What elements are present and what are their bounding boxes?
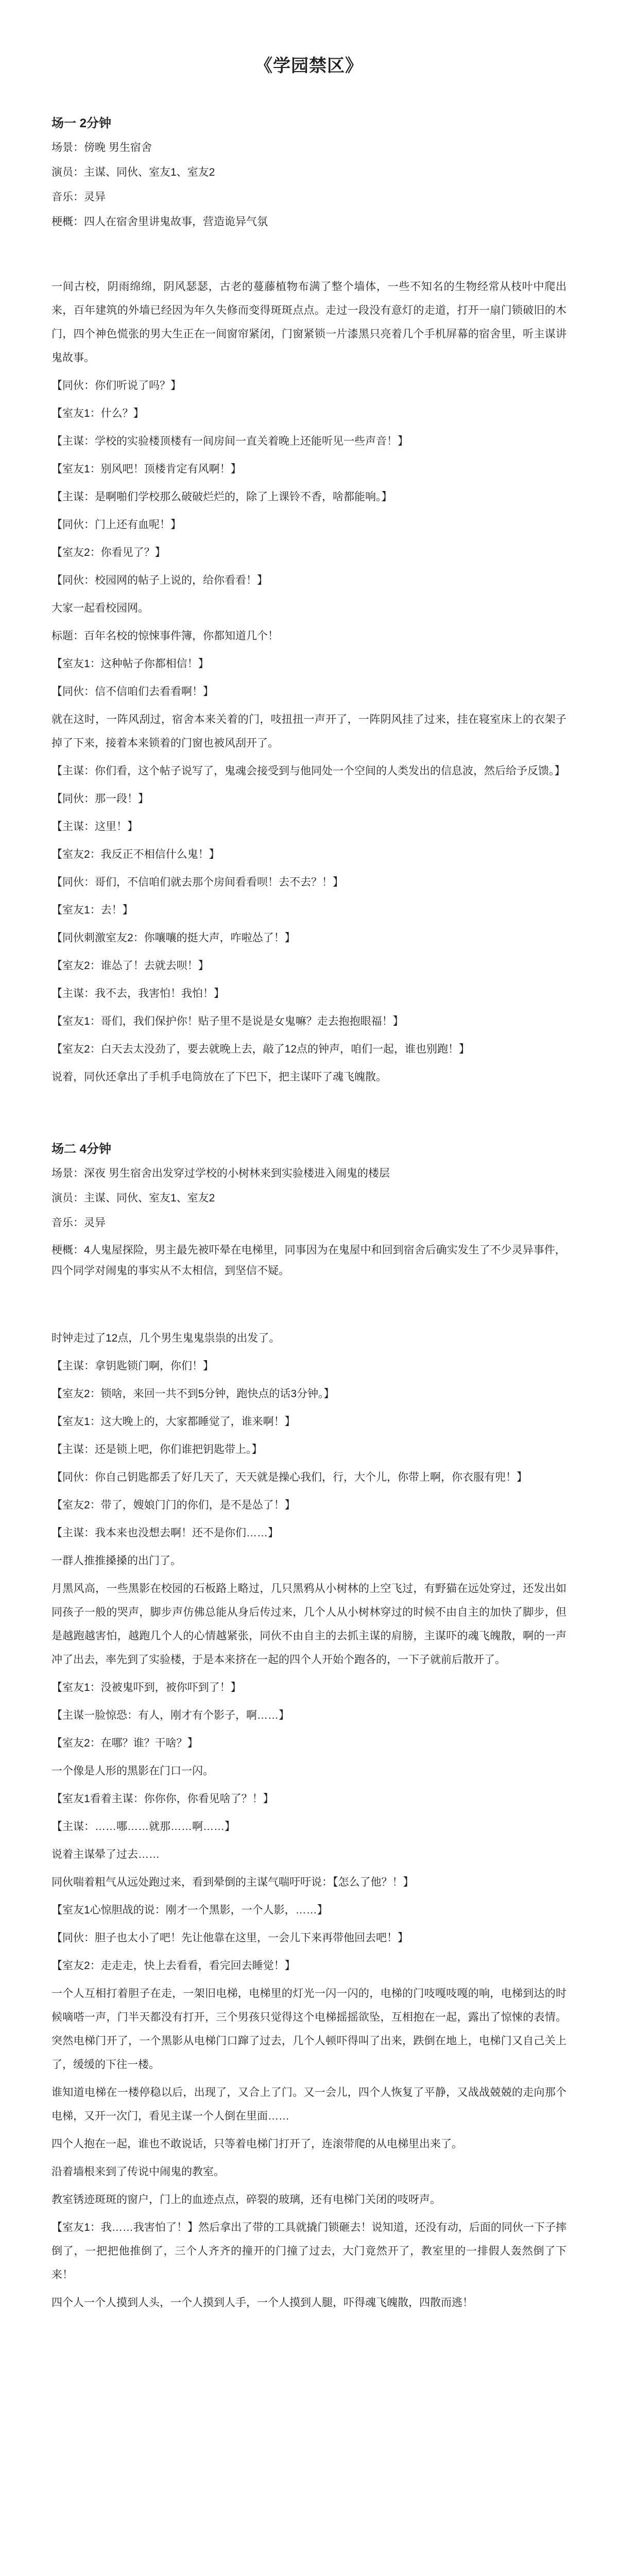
dialogue-line: 【室友1：我……我害怕了！】然后拿出了带的工具就撬门锁砸去！说知道，还没有动，后面的同伙一下子摔倒了，一把把他推倒了，三个人齐齐的撞开的门撞了过去，大门竟然开了，教室里的一排假人轰然倒了下来！	[52, 2222, 566, 2281]
narration-paragraph: 月黑风高，一些黑影在校园的石板路上略过，几只黑鸦从小树林的上空飞过，有野猫在远处穿过，还发出如同孩子一般的哭声，脚步声仿佛总能从身后传过来，几个人从小树林穿过的时候不由自主的加快了脚步，但是越跑越害怕，越跑几个人的心情越紧张，同伙不由自主的去抓主谋的肩膀，主谋吓的魂飞魄散，啊的一声冲了出去，率先到了实验楼，于是本来挤在一起的四个人开始个跑各的，一下子就前后散开了。	[52, 1583, 566, 1666]
dialogue-line: 【室友1心惊胆战的说：刚才一个黑影，一个人影，……】	[52, 1904, 328, 1916]
dialogue-line: 【室友2：走走走，快上去看看，看完回去睡觉！】	[52, 1960, 296, 1972]
dialogue-line: 【室友1：别风吧！顶楼肯定有风啊！】	[52, 463, 242, 475]
dialogue-line: 【主谋：你们看，这个帖子说写了，鬼魂会接受到与他同处一个空间的人类发出的信息波，然后给予反馈。】	[52, 765, 565, 777]
scene-music: 音乐：灵异	[52, 1217, 106, 1229]
dialogue-line: 【同伙：你自己钥匙都丢了好几天了，天天就是操心我们，行，大个儿，你带上啊，你衣服有兜！】	[52, 1471, 527, 1483]
dialogue-line: 【主谋一脸惊恐：有人，刚才有个影子，啊……】	[52, 1709, 289, 1721]
dialogue-line: 【室友2：我反正不相信什么鬼！】	[52, 849, 220, 860]
narration-paragraph: 同伙喘着粗气从远处跑过来，看到晕倒的主谋气喘吁吁说：【怎么了他？！】	[52, 1876, 414, 1888]
scene-heading: 场一 2分钟	[52, 116, 112, 130]
narration-paragraph: 四个人一个人摸到人头，一个人摸到人手，一个人摸到人腿，吓得魂飞魄散，四散而逃！	[52, 2297, 473, 2309]
dialogue-line: 【室友1：没被鬼吓到，被你吓到了！】	[52, 1682, 242, 1693]
scene-actors: 演员：主谋、同伙、室友1、室友2	[52, 166, 215, 178]
dialogue-line: 【主谋：还是锁上吧，你们谁把钥匙带上。】	[52, 1444, 263, 1455]
dialogue-line: 【室友1：这种帖子你都相信！】	[52, 658, 209, 670]
scene-heading: 场二 4分钟	[52, 1142, 112, 1156]
narration-paragraph: 教室锈迹斑斑的窗户，门上的血迹点点，碎裂的玻璃，还有电梯门关闭的吱呀声。	[52, 2194, 441, 2206]
dialogue-line: 【室友1看着主谋：你你你，你看见啥了？！】	[52, 1793, 274, 1805]
narration-paragraph: 谁知道电梯在一楼停稳以后，出现了，又合上了门。又一会儿，四个人恢复了平静，又战战兢兢的走向那个电梯，又开一次门，看见主谋一个人倒在里面……	[52, 2087, 566, 2122]
dialogue-line: 【同伙：校园网的帖子上说的，给你看看！】	[52, 574, 268, 586]
dialogue-line: 【主谋：是啊啪们学校那么破破烂烂的，除了上课铃不香，啥都能响。】	[52, 491, 392, 503]
dialogue-line: 【室友1：哥们，我们保护你！贴子里不是说是女鬼嘛？走去抱抱眼福！】	[52, 1015, 404, 1027]
dialogue-line: 【同伙：信不信咱们去看看啊！】	[52, 686, 214, 698]
dialogue-line: 【同伙：那一段！】	[52, 793, 149, 805]
narration-paragraph: 大家一起看校园网。	[52, 602, 149, 614]
narration-paragraph: 说着，同伙还拿出了手机手电筒放在了下巴下，把主谋吓了魂飞魄散。	[52, 1071, 387, 1083]
dialogue-line: 【同伙：你们听说了吗？】	[52, 380, 181, 392]
spacer	[52, 239, 566, 275]
dialogue-line: 【同伙：门上还有血呢！】	[52, 519, 181, 531]
scene-setting: 场景：深夜 男生宿舍出发穿过学校的小树林来到实验楼进入闹鬼的楼层	[52, 1167, 390, 1179]
narration-paragraph: 一间古校，阴雨绵绵，阴风瑟瑟，古老的蔓藤植物布满了整个墙体，一些不知名的生物经常从枝叶中爬出来，百年建筑的外墙已经因为年久失修而变得斑斑点点。走过一段没有意灯的走道，打开一扇门锁破旧的木门，四个神色慌张的男大生正在一间窗帘紧闭，门窗紧锁一片漆黑只亮着几个手机屏幕的宿舍里，听主谋讲鬼故事。	[52, 281, 566, 364]
dialogue-line: 【主谋：……哪……就那……啊……】	[52, 1821, 235, 1833]
dialogue-line: 【室友2：你看见了？】	[52, 547, 166, 558]
dialogue-line: 【主谋：我本来也没想去啊！还不是你们……】	[52, 1527, 279, 1539]
scene-synopsis: 梗概：4人鬼屋探险，男主最先被吓晕在电梯里，同事因为在鬼屋中和回到宿舍后确实发生了不少灵异事件，四个同学对闹鬼的事实从不太相信，到坚信不疑。	[52, 1244, 566, 1277]
dialogue-line: 【同伙：哥们，不信咱们就去那个房间看看呗！去不去？！】	[52, 876, 344, 888]
dialogue-line: 【主谋：学校的实验楼顶楼有一间房间一直关着晚上还能听见一些声音！】	[52, 435, 408, 447]
narration-paragraph: 时钟走过了12点，几个男生鬼鬼祟祟的出发了。	[52, 1332, 280, 1344]
document-title: 《学园禁区》	[255, 56, 363, 76]
dialogue-line: 【室友1：去！】	[52, 904, 133, 916]
narration-paragraph: 沿着墙根来到了传说中闹鬼的教室。	[52, 2166, 225, 2178]
scene-actors: 演员：主谋、同伙、室友1、室友2	[52, 1192, 215, 1204]
narration-paragraph: 说着主谋晕了过去……	[52, 1849, 160, 1860]
spacer	[52, 1291, 566, 1327]
narration-paragraph: 就在这时，一阵风刮过，宿舍本来关着的门，吱扭扭一声开了，一阵阴风挂了过来，挂在寝室床上的衣架子掉了下来，接着本来锁着的门窗也被风刮开了。	[52, 714, 566, 749]
dialogue-line: 【主谋：我不去，我害怕！我怕！】	[52, 988, 225, 999]
scene-body	[52, 1327, 566, 2315]
dialogue-line: 【同伙：胆子也太小了吧！先让他靠在这里，一会儿下来再带他回去吧！】	[52, 1932, 408, 1944]
dialogue-line: 【室友2：带了，嫂娘门门的你们，是不是怂了！】	[52, 1499, 296, 1511]
dialogue-line: 【主谋：拿钥匙锁门啊，你们！】	[52, 1360, 214, 1372]
narration-paragraph: 一个人互相打着胆子在走，一架旧电梯，电梯里的灯光一闪一闪的，电梯的门吱嘎吱嘎的响，电梯到达的时候嘀嗒一声，门半天都没有打开，三个男孩只觉得这个电梯摇摇欲坠，互相抱在一起，露出了惊悚的表情。突然电梯门开了，一个黑影从电梯门口蹿了过去，几个人顿吓得叫了出来，跌倒在地上，电梯门又自己关上了，缓缓的下往一楼。	[52, 1988, 566, 2071]
narration-paragraph: 标题：百年名校的惊悚事件簿，你都知道几个！	[52, 630, 279, 642]
spacer	[52, 1108, 566, 1139]
scene-body	[52, 275, 566, 1089]
dialogue-line: 【同伙刺激室友2：你嚷嚷的挺大声，咋啦怂了！】	[52, 932, 296, 944]
scene-setting: 场景：傍晚 男生宿舍	[52, 142, 152, 154]
scene-1	[52, 113, 566, 1089]
dialogue-line: 【室友2：锁啥，来回一共不到5分钟，跑快点的话3分钟。】	[52, 1388, 335, 1400]
dialogue-line: 【室友1：什么？】	[52, 408, 144, 419]
scene-2	[52, 1139, 566, 2315]
narration-paragraph: 一个像是人形的黑影在门口一闪。	[52, 1765, 214, 1777]
narration-paragraph: 一群人推推搡搡的出门了。	[52, 1555, 181, 1567]
dialogue-line: 【室友2：白天去太没劲了，要去就晚上去，敲了12点的钟声，咱们一起，谁也别跑！】	[52, 1043, 470, 1055]
dialogue-line: 【室友2：在哪？谁？干啥？】	[52, 1737, 198, 1749]
scene-synopsis: 梗概：四人在宿舍里讲鬼故事，营造诡异气氛	[52, 216, 268, 228]
dialogue-line: 【室友1：这大晚上的，大家都睡觉了，谁来啊！】	[52, 1416, 296, 1428]
dialogue-line: 【主谋：这里！】	[52, 821, 138, 833]
scene-music: 音乐：灵异	[52, 191, 106, 203]
dialogue-line: 【室友2：谁怂了！去就去呗！】	[52, 960, 209, 972]
narration-paragraph: 四个人抱在一起，谁也不敢说话，只等着电梯门打开了，连滚带爬的从电梯里出来了。	[52, 2138, 462, 2150]
